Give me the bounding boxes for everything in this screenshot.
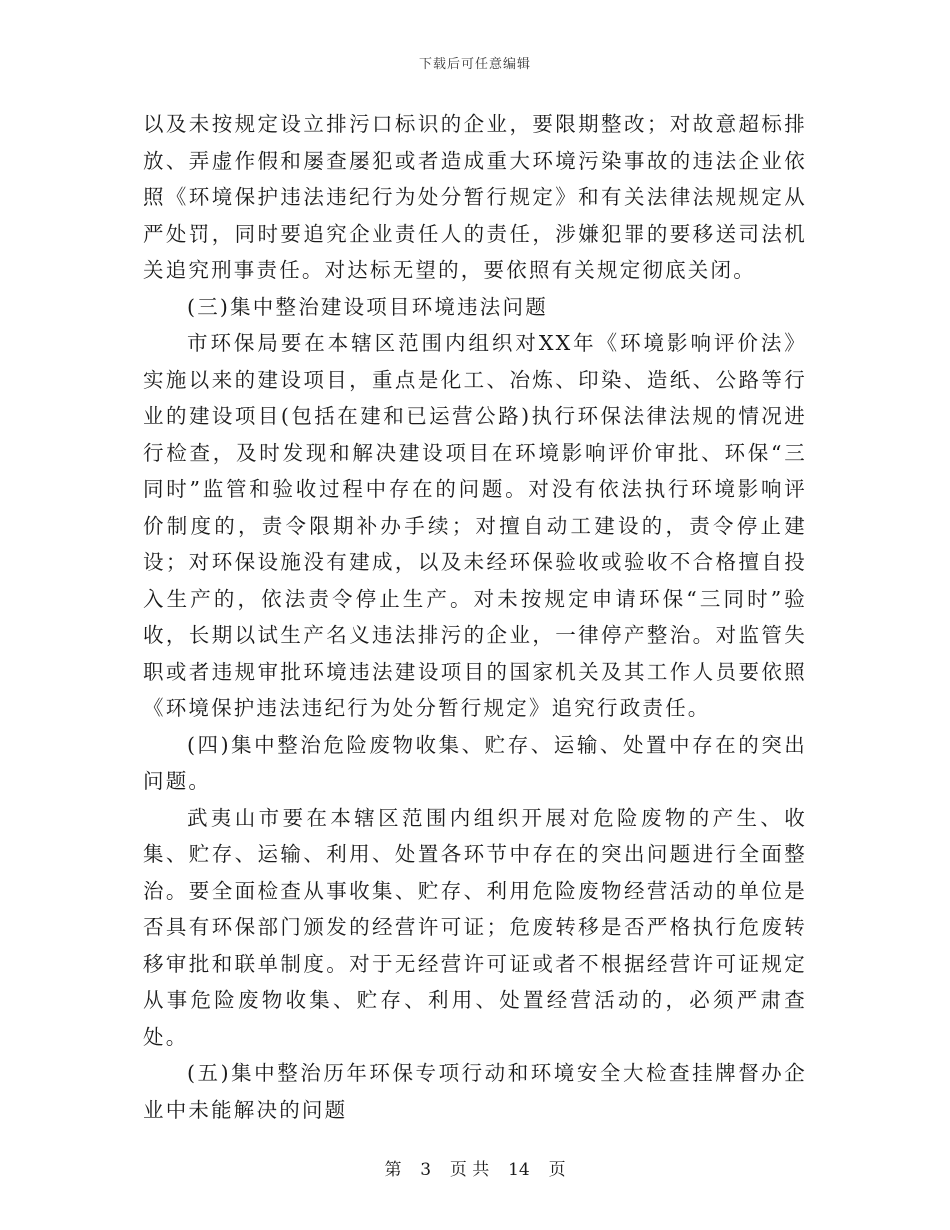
section-heading-4: (四)集中整治危险废物收集、贮存、运输、处置中存在的突出问题。 [143,732,807,793]
section-heading-3: (三)集中整治建设项目环境违法问题 [187,294,548,319]
document-body [143,106,807,1128]
paragraph-continuation: 以及未按规定设立排污口标识的企业，要限期整改；对故意超标排放、弄虚作假和屡查屡犯或者造成重大环境污染事故的违法企业依照《环境保护违法违纪行为处分暂行规定》和有关法律法规规定从严处罚，同时要追究企业责任人的责任，涉嫌犯罪的要移送司法机关追究刑事责任。对达标无望的，要依照有关规定彻底关闭。 [143,112,807,282]
page-header-note: 下载后可任意编辑 [418,57,531,72]
section-heading-5: (五)集中整治历年环保专项行动和环境安全大检查挂牌督办企业中未能解决的问题 [143,1061,807,1122]
footer-prefix: 第 [384,1160,402,1180]
page-footer [0,1155,950,1180]
paragraph-construction-projects: 市环保局要在本辖区范围内组织对XX年《环境影响评价法》实施以来的建设项目，重点是化工、冶炼、印染、造纸、公路等行业的建设项目(包括在建和已运营公路)执行环保法律法规的情况进行检查，及时发现和解决建设项目在环境影响评价审批、环保“三同时”监管和验收过程中存在的问题。对没有依法执行环境影响评价制度的，责令限期补办手续；对擅自动工建设的，责令停止建设；对环保设施没有建成，以及未经环保验收或验收不合格擅自投入生产的，依法责令停止生产。对未按规定申请环保“三同时”验收，长期以试生产名义违法排污的企业，一律停产整治。对监管失职或者违规审批环境违法建设项目的国家机关及其工作人员要依照《环境保护违法违纪行为处分暂行规定》追究行政责任。 [143,331,807,720]
footer-total-pages: 14 [508,1160,530,1180]
paragraph-hazardous-waste: 武夷山市要在本辖区范围内组织开展对危险废物的产生、收集、贮存、运输、利用、处置各环节中存在的突出问题进行全面整治。要全面检查从事收集、贮存、利用危险废物经营活动的单位是否具有环保部门颁发的经营许可证；危废转移是否严格执行危废转移审批和联单制度。对于无经营许可证或者不根据经营许可证规定从事危险废物收集、贮存、利用、处置经营活动的，必须严肃查处。 [143,805,807,1049]
footer-middle: 页 共 [449,1160,490,1180]
footer-suffix: 页 [548,1160,566,1180]
footer-page-number: 3 [420,1160,432,1180]
